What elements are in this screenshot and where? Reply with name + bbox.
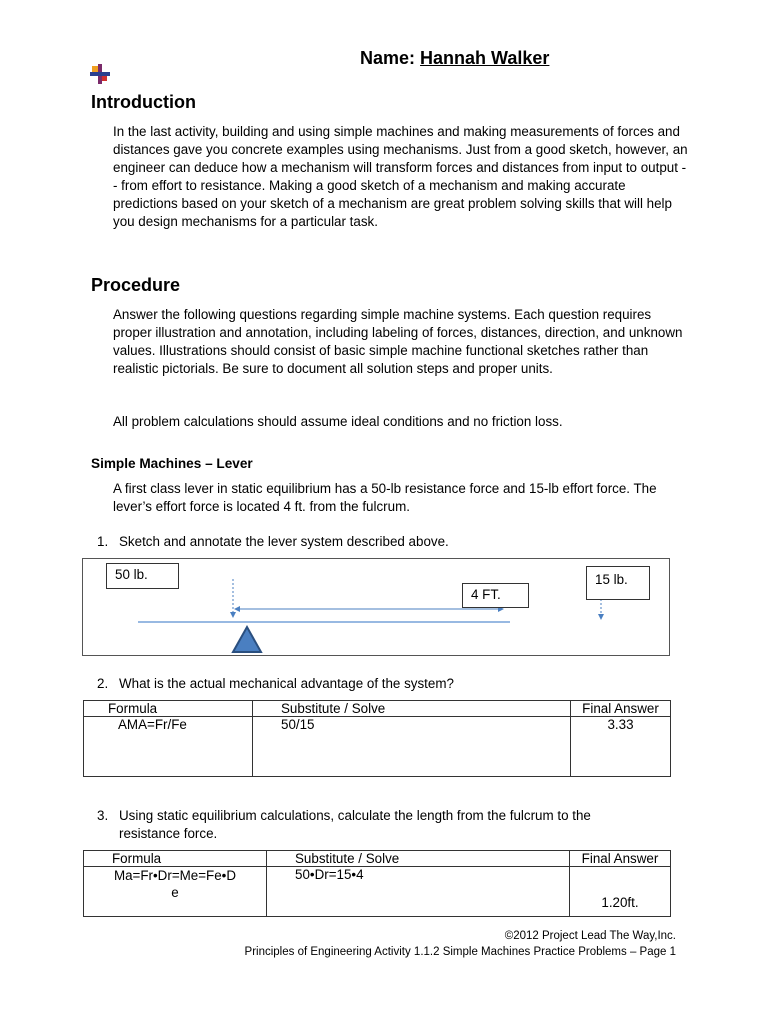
lever-section-heading: Simple Machines – Lever [91,456,253,471]
effort-force-label: 15 lb. [586,566,650,600]
pltw-logo-icon [90,64,110,84]
header-answer: Final Answer [571,701,671,717]
header-formula: Formula [84,851,267,867]
q3-formula-cell [84,867,267,917]
name-value: Hannah Walker [420,48,550,68]
question-3 [97,807,687,843]
name-label: Name: [360,48,416,68]
fulcrum-triangle [233,627,261,652]
question-3-text: Using static equilibrium calculations, calculate the length from the fulcrum to the [119,808,591,823]
header-answer: Final Answer [570,851,671,867]
student-name-line [360,48,549,69]
resistance-force-label: 50 lb. [106,563,179,589]
table-row [84,867,671,917]
header-solve: Substitute / Solve [253,701,571,717]
q3-answer-table [83,850,671,917]
header-formula: Formula [84,701,253,717]
q2-answer-table [83,700,671,777]
question-2-number: 2. [97,676,109,691]
q2-formula-cell: AMA=Fr/Fe [84,717,253,777]
q2-solve-cell: 50/15 [253,717,571,777]
question-3-number: 3. [97,808,109,823]
question-2 [97,675,687,693]
q3-solve-cell: 50•Dr=15•4 [267,867,570,917]
question-1-number: 1. [97,534,109,549]
question-3-text-cont: resistance force. [119,826,218,841]
header-solve: Substitute / Solve [267,851,570,867]
q3-answer-cell: 1.20ft. [570,867,671,917]
q3-formula-line2: e [171,885,179,900]
table-row [84,717,671,777]
question-1-text: Sketch and annotate the lever system described above. [119,534,449,549]
procedure-heading: Procedure [91,275,181,295]
question-1 [97,533,687,551]
introduction-heading: Introduction [91,92,196,112]
procedure-note: All problem calculations should assume ideal conditions and no friction loss. [113,414,563,429]
question-2-text: What is the actual mechanical advantage of the system? [119,676,454,691]
q2-answer-cell: 3.33 [571,717,671,777]
table-header-row [84,851,671,867]
lever-problem-text: A first class lever in static equilibrium has a 50-lb resistance force and 15-lb effort force. The lever’s effort force is located 4 ft. from the fulcrum. [113,481,657,514]
footer-course-info: Principles of Engineering Activity 1.1.2 Simple Machines Practice Problems – Page 1 [244,946,676,958]
footer-copyright: ©2012 Project Lead The Way,Inc. [504,930,676,942]
q3-formula-line1: Ma=Fr•Dr=Me=Fe•D [113,868,237,883]
table-header-row [84,701,671,717]
distance-label: 4 FT. [462,583,529,608]
introduction-text: In the last activity, building and using simple machines and making measurements of forces and distances gave you concrete examples using mechanisms. Just from a good sketch, however, an engineer can deduce how a mechanism will transform forces and distances from input to output -- from effort to resistance. Making a good sketch of a mechanism and making accurate predictions based on your sketch of a mechanism are great problem solving skills that will help you design mechanisms for a particular task. [113,124,688,229]
procedure-text: Answer the following questions regarding simple machine systems. Each question requires proper illustration and annotation, including labeling of forces, distances, direction, and unknown values. Illustrations should consist of basic simple machine functional sketches rather than realistic pictorials. Be sure to document all solution steps and proper units. [113,307,683,376]
lever-sketch [82,558,670,656]
